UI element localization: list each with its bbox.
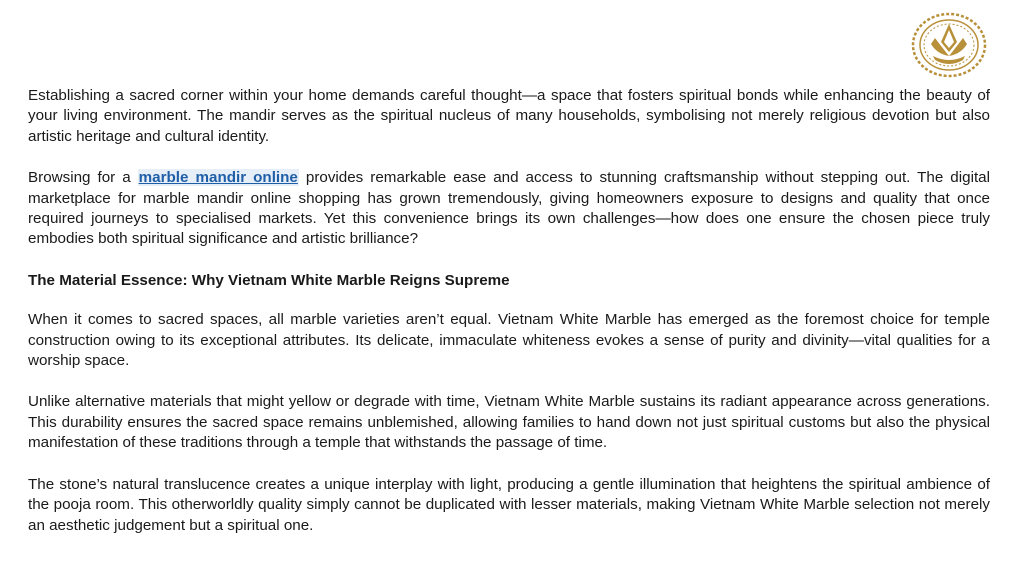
paragraph-durability: Unlike alternative materials that might yellow or degrade with time, Vietnam White Marble sustains its radiant appearance across generations. This durability ensures the sacred space remains unblemished, allowing families to hand down not just spiritual customs but also the physical manifestation of these traditions through a temple that withstands the passage of time. xyxy=(28,393,990,452)
article-body xyxy=(28,86,990,557)
section-heading: The Material Essence: Why Vietnam White Marble Reigns Supreme xyxy=(28,271,510,289)
brand-logo xyxy=(911,12,987,78)
paragraph-sacred-spaces: When it comes to sacred spaces, all marble varieties aren’t equal. Vietnam White Marble has emerged as the foremost choice for temple construction owing to its exceptional attributes. Its delicate, immaculate whiteness evokes a sense of purity and divinity—vital qualities for a worship space. xyxy=(28,311,990,370)
lotus-emblem-icon xyxy=(911,12,987,78)
paragraph-browsing xyxy=(28,168,990,250)
paragraph-browsing-rest: provides remarkable ease and access to stunning craftsmanship without stepping out. The digital marketplace for marble mandir online shopping has grown tremendously, giving homeowners exposure to designs and quality that once required journeys to specialised markets. Yet this convenience brings its own challenges—how does one ensure the chosen piece truly embodies both spiritual significance and artistic brilliance? xyxy=(28,169,990,248)
paragraph-translucence: The stone’s natural translucence creates a unique interplay with light, producing a gentle illumination that heightens the spiritual ambience of the pooja room. This otherworldly quality simply cannot be duplicated with lesser materials, making Vietnam White Marble selection not merely an aesthetic judgement but a spiritual one. xyxy=(28,475,990,534)
paragraph-intro: Establishing a sacred corner within your home demands careful thought—a space that fosters spiritual bonds while enhancing the beauty of your living environment. The mandir serves as the spiritual nucleus of many households, symbolising not merely religious devotion but also artistic heritage and cultural identity. xyxy=(28,87,990,145)
marble-mandir-online-link[interactable]: marble mandir online xyxy=(138,169,298,187)
paragraph-browsing-lead: Browsing for a xyxy=(28,169,138,187)
